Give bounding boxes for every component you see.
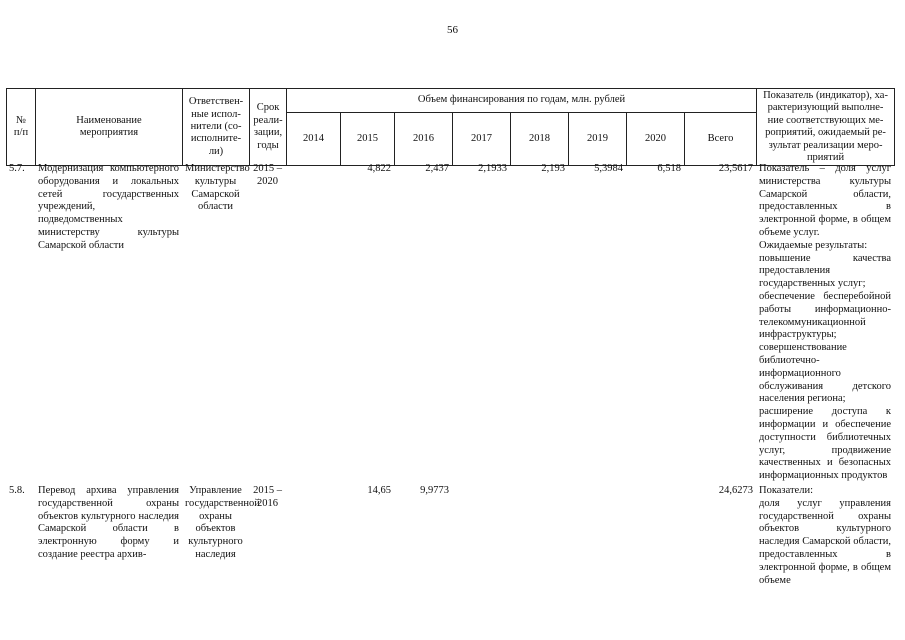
row-value-2017: 2,1933 [478,163,507,174]
row-term: 2015 – 2016 [253,484,282,509]
row-indicator: Показатель – доля услуг министерства культуры Самарской области, предоставленных в электронной форме, в общем объеме услуг. Ожидаемые результаты: повышение качества предоставления государственных услуг; обеспечение бесперебойной работы информационно-телекоммуникационной инфраструктуры; совершенствование библиотечно-информационного обслуживания детского населения региона; расширение доступа к информации и обеспечение доступности библиотечных услуг, продвижение качественных и безопасных информационных продуктов [759,163,891,482]
header-year-2015: 2015 [341,113,395,166]
row-value-2016: 2,437 [425,163,449,174]
header-year-2020: 2020 [627,113,685,166]
row-value-2014 [286,484,340,588]
financing-table-body [6,162,894,588]
row-term: 2015 – 2020 [253,163,282,187]
row-value-2019: 5,3984 [594,163,623,174]
row-value-2015: 4,822 [367,163,391,174]
row-indicator: Показатели: доля услуг управления государственной охраны объектов культурного наследия Самарской области, предоставленных в электронной форме, в общем объеме [759,484,891,586]
row-value-2017 [452,484,510,588]
row-value-2020: 6,518 [657,163,681,174]
table-row [6,162,894,484]
header-num: № п/п [7,89,36,166]
header-executor: Ответствен- ные испол- нители (со- исполните- ли) [183,89,250,166]
header-indicator: Показатель (индикатор), ха- рактеризующий выполне- ние соответствующих ме- роприятий, ожидаемый ре- зультат реализации меро- приятий [757,89,895,166]
header-year-2016: 2016 [395,113,453,166]
row-name: Модернизация компьютерного оборудования и локальных сетей государственных учреждений, подведомственных министерству культуры Самарской области [38,163,179,251]
financing-table-header [6,88,895,166]
row-num: 5.7. [9,163,25,174]
row-value-2020 [626,484,684,588]
row-value-2014 [286,162,340,484]
row-name: Перевод архива управления государственной охраны объектов культурного наследия Самарской области в электронную форму и создание реестра архив- [38,484,179,560]
header-term: Срок реали- зации, годы [250,89,287,166]
row-num: 5.8. [9,484,25,496]
page-number: 56 [447,24,458,36]
header-total: Всего [685,113,757,166]
table-row [6,484,894,588]
header-year-2014: 2014 [287,113,341,166]
header-year-2019: 2019 [569,113,627,166]
row-value-total: 23,5617 [718,163,753,174]
row-executor: Министерство культуры Самарской области [185,163,250,213]
row-value-2018 [510,484,568,588]
header-name: Наименование мероприятия [36,89,183,166]
row-value-2019 [568,484,626,588]
row-value-total: 24,6273 [718,484,753,496]
row-executor: Управление государственной охраны объектов культурного наследия [185,484,260,560]
row-value-2018: 2,193 [541,163,565,174]
row-value-2015: 14,65 [367,484,391,496]
header-year-2018: 2018 [511,113,569,166]
header-year-2017: 2017 [453,113,511,166]
row-value-2016: 9,9773 [420,484,449,496]
header-financing: Объем финансирования по годам, млн. рублей [287,89,757,113]
